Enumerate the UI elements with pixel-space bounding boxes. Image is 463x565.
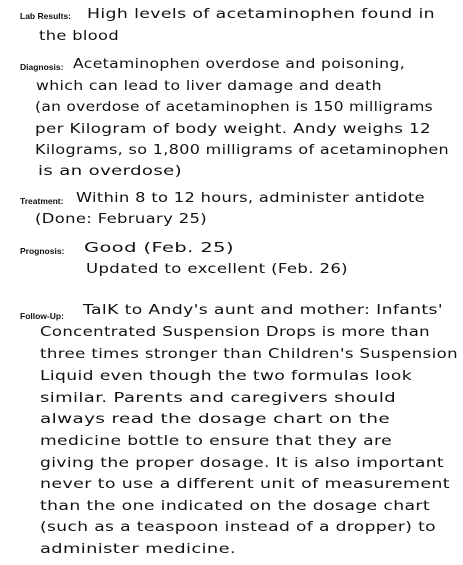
diagnosis-line: which can lead to liver damage and death (36, 78, 382, 94)
follow-up-line: never to use a different unit of measurement (40, 476, 450, 492)
follow-up-line: than the one indicated on the dosage chart (40, 498, 430, 514)
treatment-label: Treatment: (20, 196, 64, 206)
treatment-line: Within 8 to 12 hours, administer antidote (76, 190, 425, 206)
diagnosis-line: is an overdose) (38, 163, 182, 179)
lab-results-line: High levels of acetaminophen found in (87, 6, 435, 22)
follow-up-line: giving the proper dosage. It is also important (40, 455, 444, 471)
follow-up-line: (such as a teaspoon instead of a dropper) to (40, 519, 436, 535)
diagnosis-line: (an overdose of acetaminophen is 150 milligrams (35, 99, 433, 115)
follow-up-line: Concentrated Suspension Drops is more than (40, 324, 430, 340)
prognosis-line: Good (Feb. 25) (84, 240, 234, 256)
lab-results-label: Lab Results: (20, 11, 72, 21)
follow-up-line: similar. Parents and caregivers should (40, 390, 396, 406)
follow-up-label: Follow-Up: (20, 311, 64, 321)
lab-results-line: the blood (39, 28, 119, 44)
follow-up-line: Liquid even though the two formulas look (40, 368, 412, 384)
follow-up-line: always read the dosage chart on the (40, 411, 390, 427)
diagnosis-line: per Kilogram of body weight. Andy weighs 12 (35, 121, 431, 137)
follow-up-line: TalK to Andy's aunt and mother: Infants' (83, 302, 443, 318)
diagnosis-label: Diagnosis: (20, 62, 64, 72)
prognosis-label: Prognosis: (20, 246, 65, 256)
prognosis-line: Updated to excellent (Feb. 26) (86, 261, 348, 277)
diagnosis-line: Kilograms, so 1,800 milligrams of acetaminophen (35, 142, 449, 158)
follow-up-line: administer medicine. (40, 541, 236, 557)
diagnosis-line: Acetaminophen overdose and poisoning, (73, 56, 405, 72)
follow-up-line: three times stronger than Children's Suspension (40, 346, 458, 362)
treatment-line: (Done: February 25) (35, 211, 208, 227)
follow-up-line: medicine bottle to ensure that they are (40, 433, 392, 449)
